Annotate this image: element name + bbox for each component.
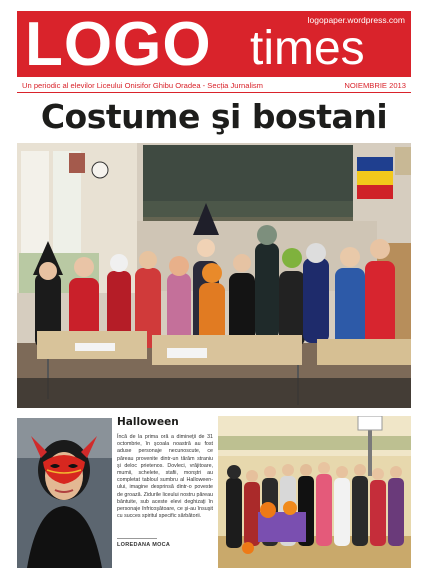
masthead-subline bbox=[22, 81, 406, 90]
byline-divider bbox=[117, 538, 157, 539]
publication-description: Un periodic al elevilor Liceului Onisifor Ghibu Oradea - Secția Jurnalism bbox=[22, 81, 263, 90]
issue-date: NOIEMBRIE 2013 bbox=[344, 81, 406, 90]
main-photo bbox=[17, 143, 411, 408]
masthead bbox=[17, 11, 411, 77]
masthead-divider bbox=[17, 92, 411, 93]
article-byline: LOREDANA MOCA bbox=[117, 542, 171, 548]
blog-url[interactable]: logopaper.wordpress.com bbox=[307, 15, 405, 25]
gym-group-photo bbox=[218, 416, 411, 568]
masked-girl-photo bbox=[17, 418, 112, 568]
page-headline: Costume şi bostani bbox=[40, 97, 388, 136]
masthead-title: times bbox=[250, 22, 365, 75]
article-body: Încă de la prima oră a dimineţii de 31 octombrie, în şcoala noastră au fost aduse personaje necunoscute, ce păreau provenite dintr-un tărâm straniu şi deloc prietenos. Dovleci, vrăjitoare, mumii, schelete, stafii, monştri au completat tabloul sumbru al Halloween-ului, imagine desprinsă dintr-o poveste de groază. Zidurile liceului nostru păreau bântuite, sub aceste elevi deghizaţi în personaje înfricoşătoare, ce şi-au însuşit cu succes spiritul specific sărbătorii. bbox=[117, 434, 213, 520]
logo-wordmark: LOGO bbox=[25, 10, 212, 79]
article-title: Halloween bbox=[117, 416, 179, 428]
